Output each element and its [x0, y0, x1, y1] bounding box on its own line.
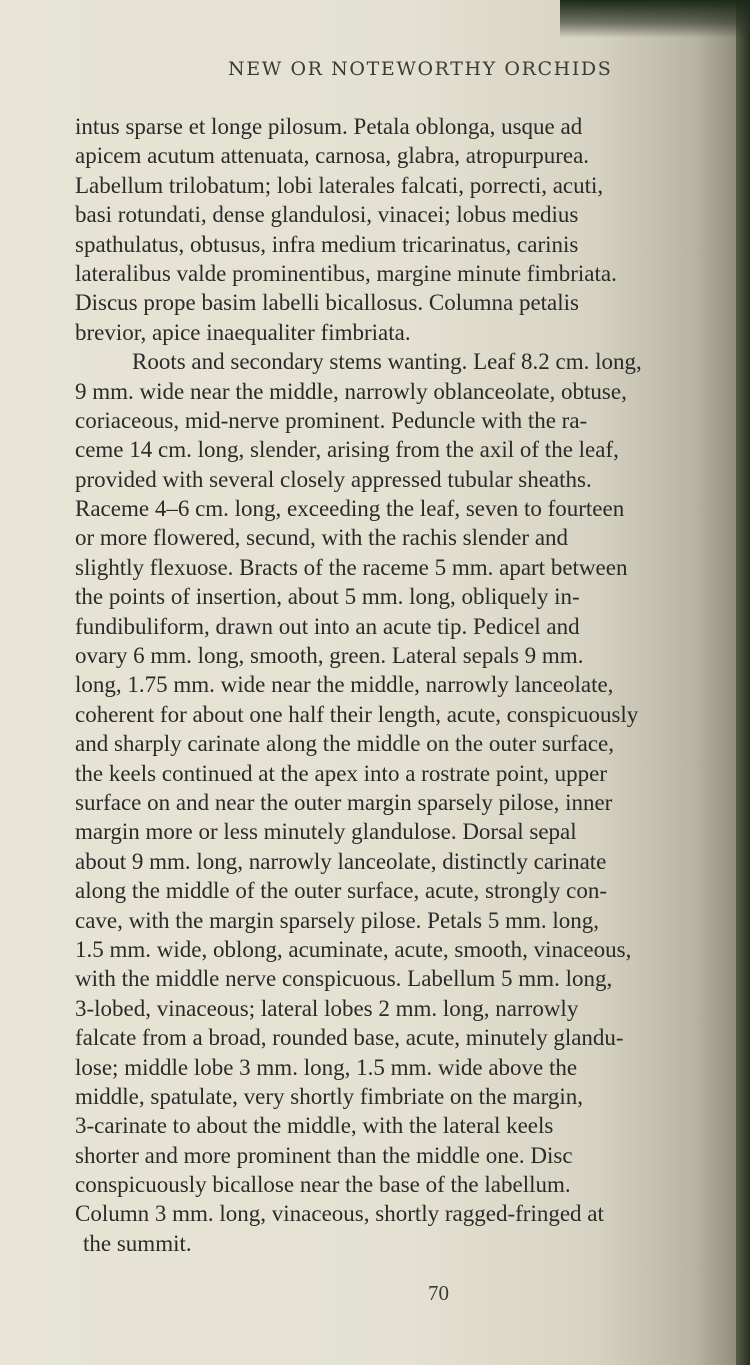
- text-line: the keels continued at the apex into a rostrate point, upper: [75, 760, 608, 786]
- page-number: 70: [428, 1281, 449, 1305]
- text-line: along the middle of the outer surface, acute, strongly con-: [75, 878, 608, 904]
- text-line: provided with several closely appressed tubular sheaths.: [75, 466, 592, 492]
- text-line: slightly flexuose. Bracts of the raceme 5 mm. apart between: [75, 554, 628, 580]
- text-line: long, 1.75 mm. wide near the middle, narrowly lanceolate,: [75, 672, 614, 698]
- text-line: the summit.: [83, 1230, 192, 1256]
- text-line: with the middle nerve conspicuous. Labellum 5 mm. long,: [75, 966, 613, 992]
- text-line: about 9 mm. long, narrowly lanceolate, distinctly carinate: [75, 848, 607, 874]
- page-body-text: [75, 112, 730, 1258]
- text-line: surface on and near the outer margin sparsely pilose, inner: [75, 789, 613, 815]
- text-line: conspicuously bicallose near the base of the labellum.: [75, 1172, 571, 1198]
- paragraph-start-line: Roots and secondary stems wanting. Leaf 8.2 cm. long,: [132, 349, 642, 375]
- text-line: basi rotundati, dense glandulosi, vinacei; lobus medius: [75, 202, 579, 228]
- background-edge-shadow: [560, 0, 750, 38]
- text-line: or more flowered, secund, with the rachis slender and: [75, 525, 569, 551]
- text-line: 3-carinate to about the middle, with the lateral keels: [75, 1113, 554, 1139]
- text-line: coherent for about one half their length, acute, conspicuously: [75, 701, 639, 727]
- text-line: falcate from a broad, rounded base, acute, minutely glandu-: [75, 1025, 624, 1051]
- text-line: middle, spatulate, very shortly fimbriate on the margin,: [75, 1083, 584, 1109]
- text-line: Labellum trilobatum; lobi laterales falcati, porrecti, acuti,: [75, 172, 604, 198]
- text-line: fundibuliform, drawn out into an acute tip. Pedicel and: [75, 613, 580, 639]
- text-line: 1.5 mm. wide, oblong, acuminate, acute, smooth, vinaceous,: [75, 936, 632, 962]
- text-line: lateralibus valde prominentibus, margine minute fimbriata.: [75, 260, 617, 286]
- text-line: spathulatus, obtusus, infra medium tricarinatus, carinis: [75, 231, 579, 257]
- running-header: NEW OR NOTEWORTHY ORCHIDS: [228, 58, 613, 80]
- text-line: ovary 6 mm. long, smooth, green. Lateral sepals 9 mm.: [75, 643, 584, 669]
- text-line: 9 mm. wide near the middle, narrowly oblanceolate, obtuse,: [75, 378, 627, 404]
- text-line: Column 3 mm. long, vinaceous, shortly ragged-fringed at: [75, 1201, 604, 1227]
- text-line: coriaceous, mid-nerve prominent. Peduncle with the ra-: [75, 407, 588, 433]
- text-line: the points of insertion, about 5 mm. long, obliquely in-: [75, 584, 580, 610]
- text-line: Discus prope basim labelli bicallosus. Columna petalis: [75, 290, 580, 316]
- text-line: lose; middle lobe 3 mm. long, 1.5 mm. wide above the: [75, 1054, 578, 1080]
- text-line: Raceme 4–6 cm. long, exceeding the leaf, seven to fourteen: [75, 496, 625, 522]
- text-line: cave, with the margin sparsely pilose. Petals 5 mm. long,: [75, 907, 600, 933]
- text-line: apicem acutum attenuata, carnosa, glabra, atropurpurea.: [75, 143, 590, 169]
- text-line: 3-lobed, vinaceous; lateral lobes 2 mm. long, narrowly: [75, 995, 579, 1021]
- text-line: shorter and more prominent than the middle one. Disc: [75, 1142, 573, 1168]
- book-spine-edge: [736, 0, 750, 1365]
- text-line: intus sparse et longe pilosum. Petala oblonga, usque ad: [75, 114, 583, 139]
- text-line: margin more or less minutely glandulose. Dorsal sepal: [75, 819, 577, 845]
- text-line: ceme 14 cm. long, slender, arising from the axil of the leaf,: [75, 437, 619, 463]
- text-line: and sharply carinate along the middle on the outer surface,: [75, 731, 615, 757]
- text-line: brevior, apice inaequaliter fimbriata.: [75, 319, 411, 345]
